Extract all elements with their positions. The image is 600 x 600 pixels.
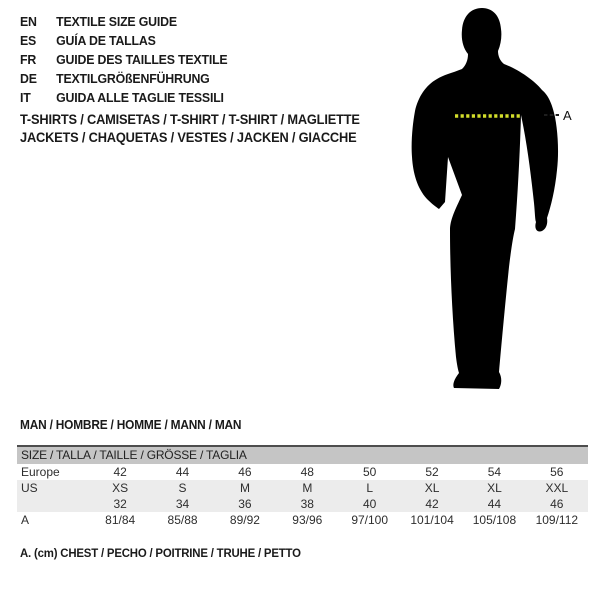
row-label: A	[21, 513, 30, 527]
cell: 89/92	[229, 513, 260, 527]
cell: 48	[300, 465, 314, 479]
language-label: TEXTILGRÖßENFÜHRUNG	[56, 71, 210, 86]
language-row	[20, 88, 227, 107]
cell: 40	[363, 497, 377, 511]
cell: 42	[425, 497, 439, 511]
language-label: GUIDA ALLE TAGLIE TESSILI	[56, 90, 224, 105]
language-label: TEXTILE SIZE GUIDE	[56, 14, 177, 29]
language-label: GUIDE DES TAILLES TEXTILE	[56, 52, 228, 67]
man-silhouette-shape	[412, 8, 558, 389]
cell: XS	[112, 481, 129, 495]
row-label	[17, 496, 89, 512]
cell: 44	[487, 497, 502, 511]
row-label: Europe	[21, 465, 60, 479]
cell: 109/112	[535, 513, 579, 527]
cell: 46	[238, 465, 252, 479]
cell: S	[178, 481, 187, 495]
language-code: DE	[20, 71, 37, 86]
cell: 36	[238, 497, 252, 511]
cell: 93/96	[292, 513, 323, 527]
cell: 44	[175, 465, 190, 479]
table-row-us-letters	[17, 480, 588, 496]
section-title-man: MAN / HOMBRE / HOMME / MANN / MAN	[20, 418, 242, 432]
category-jackets: JACKETS / CHAQUETAS / VESTES / JACKEN / GIACCHE	[20, 130, 357, 145]
cell: 32	[113, 497, 127, 511]
man-silhouette	[405, 5, 595, 395]
cell: XXL	[545, 481, 569, 495]
cell: 105/108	[472, 513, 517, 527]
cell: 38	[300, 497, 314, 511]
cell: XL	[487, 481, 502, 495]
language-row	[20, 50, 227, 69]
table-row-europe	[17, 464, 588, 480]
cell: 81/84	[105, 513, 136, 527]
language-code: EN	[20, 14, 37, 29]
cell: 85/88	[167, 513, 198, 527]
cell: 101/104	[410, 513, 454, 527]
cell: 50	[363, 465, 377, 479]
cell: 52	[425, 465, 439, 479]
row-label: US	[21, 481, 38, 495]
size-table	[17, 445, 588, 528]
language-label: GUÍA DE TALLAS	[56, 33, 156, 48]
cell: 54	[487, 465, 502, 479]
language-row	[20, 31, 227, 50]
cell: 56	[550, 465, 564, 479]
size-table-header: SIZE / TALLA / TAILLE / GRÖSSE / TAGLIA	[17, 447, 588, 464]
category-tshirts: T-SHIRTS / CAMISETAS / T-SHIRT / T-SHIRT / MAGLIETTE	[20, 112, 360, 127]
cell: M	[302, 481, 313, 495]
table-row-a-chest	[17, 512, 588, 528]
language-code: IT	[20, 90, 31, 105]
language-code: FR	[20, 52, 37, 67]
measurement-legend: A. (cm) CHEST / PECHO / POITRINE / TRUHE / PETTO	[20, 546, 301, 560]
cell: M	[239, 481, 250, 495]
category-list	[20, 111, 360, 147]
cell: L	[366, 481, 374, 495]
measure-label-a: A	[563, 108, 572, 123]
cell: XL	[424, 481, 440, 495]
table-row-us-numbers	[17, 496, 588, 512]
cell: 97/100	[351, 513, 389, 527]
cell: 42	[113, 465, 127, 479]
cell: 34	[175, 497, 190, 511]
language-list	[20, 12, 227, 107]
cell: 46	[550, 497, 564, 511]
language-row	[20, 69, 227, 88]
language-code: ES	[20, 33, 37, 48]
language-row	[20, 12, 227, 31]
